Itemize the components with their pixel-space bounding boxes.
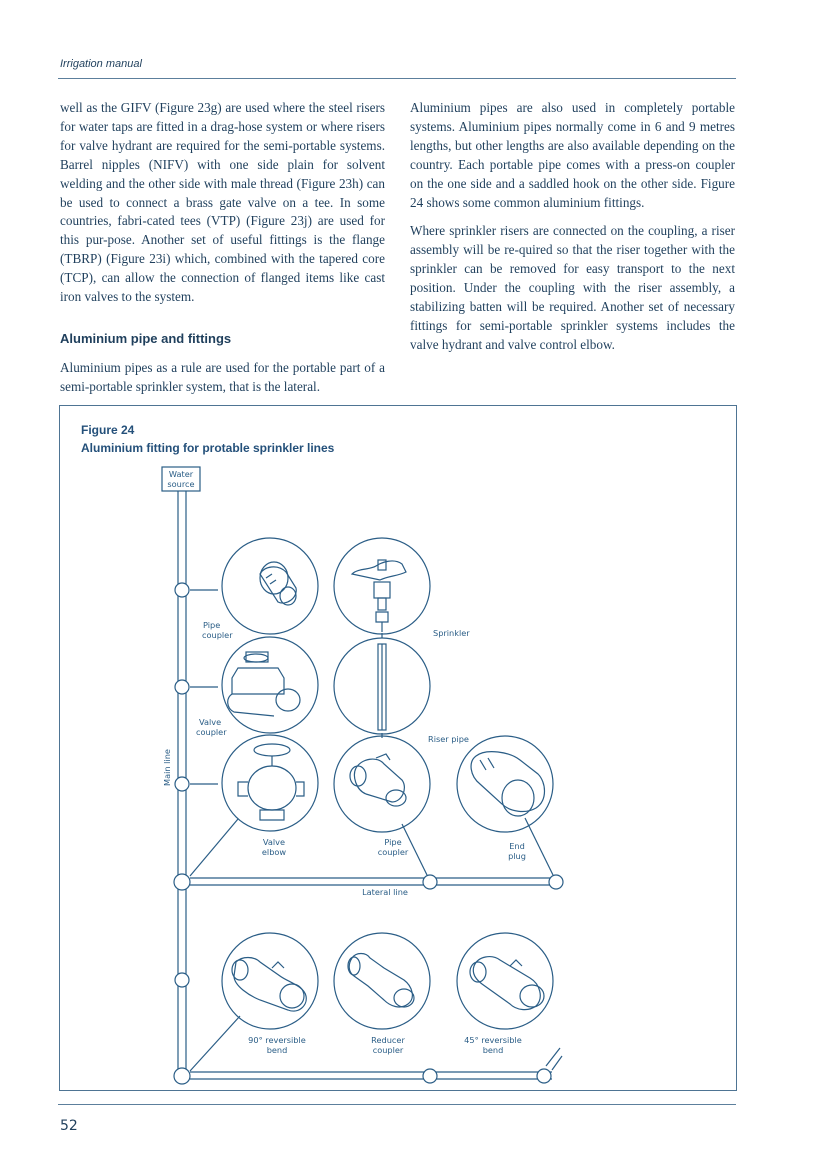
pipe-coupler-label: Pipe: [203, 620, 221, 630]
bend-90-label: 90° reversible: [248, 1035, 306, 1045]
svg-text:plug: plug: [508, 851, 526, 861]
pipe-coupler-sketch: [260, 562, 296, 605]
left-paragraph-2: Aluminium pipes as a rule are used for the portable part of a semi-portable sprinkler system, that is the lateral.: [60, 359, 385, 394]
bend-90-sketch: [232, 958, 306, 1012]
pipe-coupler-detail: [334, 736, 430, 832]
figure-box: [59, 405, 737, 1091]
sprinkler-label: Sprinkler: [433, 628, 470, 638]
left-paragraph-1: well as the GIFV (Figure 23g) are used where the steel risers for water taps are fitted in a drag-hose system or where risers for valve hydrant are required for the semi-portable systems. Barrel nipples (NIFV) with one side plain for solvent welding and the other side with male thread (Figure 23h) can be used to connect a brass gate valve on a tee. In some countries, fabri-cated tees (VTP) (Figure 23j) are used for this pur-pose. Another set of useful fittings is the flange (TBRP) (Figure 23i) which, combined with the tapered core (TCP), can allow the connection of flanged items like cast iron valves to the system.: [60, 100, 385, 305]
bend-45-label: 45° reversible: [464, 1035, 522, 1045]
svg-text:coupler: coupler: [202, 630, 233, 640]
lateral-line-label: Lateral line: [362, 887, 408, 897]
section-heading: Aluminium pipe and fittings: [60, 330, 232, 346]
main-coupler: [174, 874, 190, 890]
main-coupler: [175, 777, 189, 791]
riser-pipe-sketch: [378, 644, 386, 730]
valve-coupler-detail: [222, 637, 318, 733]
bend-45-sketch: [470, 957, 544, 1010]
main-coupler: [175, 680, 189, 694]
main-coupler: [175, 973, 189, 987]
header-rule: [58, 78, 736, 79]
pipe-coupler-mid-label: Pipe: [384, 837, 402, 847]
footer-rule: [58, 1104, 736, 1105]
main-coupler: [174, 1068, 190, 1084]
sprinkler-detail: [334, 538, 430, 634]
reducer-coupler-sketch: [348, 954, 414, 1008]
water-source-label: Water: [168, 469, 194, 479]
svg-text:coupler: coupler: [372, 1045, 404, 1055]
reducer-coupler-detail: [334, 933, 430, 1029]
lateral-coupler: [423, 1069, 437, 1083]
riser-pipe-label: Riser pipe: [428, 734, 469, 744]
reversible-bend-45-detail: [457, 933, 553, 1029]
running-header: Irrigation manual: [60, 58, 142, 70]
end-plug-detail: [457, 736, 553, 832]
valve-elbow-sketch: [238, 744, 304, 820]
lateral-coupler: [549, 875, 563, 889]
reversible-bend-90-detail: [222, 933, 318, 1029]
figure-number: Figure 24: [81, 423, 135, 437]
pipe-coupler-detail: [222, 538, 318, 634]
lateral-coupler: [423, 875, 437, 889]
valve-coupler-sketch: [228, 652, 300, 716]
fittings-diagram: [60, 406, 736, 1090]
svg-text:coupler: coupler: [196, 727, 227, 737]
main-coupler: [175, 583, 189, 597]
left-column: [60, 99, 385, 407]
right-paragraph-2: Where sprinkler risers are connected on the coupling, a riser assembly will be re-quired so that the riser together with the sprinkler can be removed for easy transport to the next position. Under the coupling with the riser assembly, a stabilizing batten will be required. Another set of necessary fittings for semi-portable sprinkler systems includes the valve hydrant and valve control elbow.: [410, 223, 735, 352]
figure-caption: Aluminium fitting for protable sprinkler lines: [81, 441, 335, 455]
right-column: [410, 99, 735, 365]
sprinkler-sketch: [352, 560, 406, 632]
page-number: 52: [60, 1118, 78, 1134]
valve-coupler-label: Valve: [199, 717, 222, 727]
lateral-coupler: [537, 1069, 551, 1083]
end-plug-sketch: [471, 752, 544, 816]
svg-text:bend: bend: [482, 1045, 504, 1055]
reducer-coupler-label: Reducer: [371, 1035, 405, 1045]
valve-elbow-label: Valve: [262, 837, 286, 847]
svg-text:bend: bend: [266, 1045, 288, 1055]
end-plug-label: End: [509, 841, 525, 851]
pipe-coupler-mid-sketch: [350, 754, 406, 806]
svg-text:elbow: elbow: [261, 847, 287, 857]
svg-text:source: source: [167, 479, 195, 489]
right-paragraph-1: Aluminium pipes are also used in completely portable systems. Aluminium pipes normally come in 6 and 9 metres lengths, but other lengths are also available depending on the country. Each portable pipe comes with a press-on coupler on the one side and a saddled hook on the other side. Figure 24 shows some common aluminium fittings.: [410, 100, 735, 210]
main-line-label: Main line: [162, 749, 172, 786]
svg-text:coupler: coupler: [377, 847, 409, 857]
